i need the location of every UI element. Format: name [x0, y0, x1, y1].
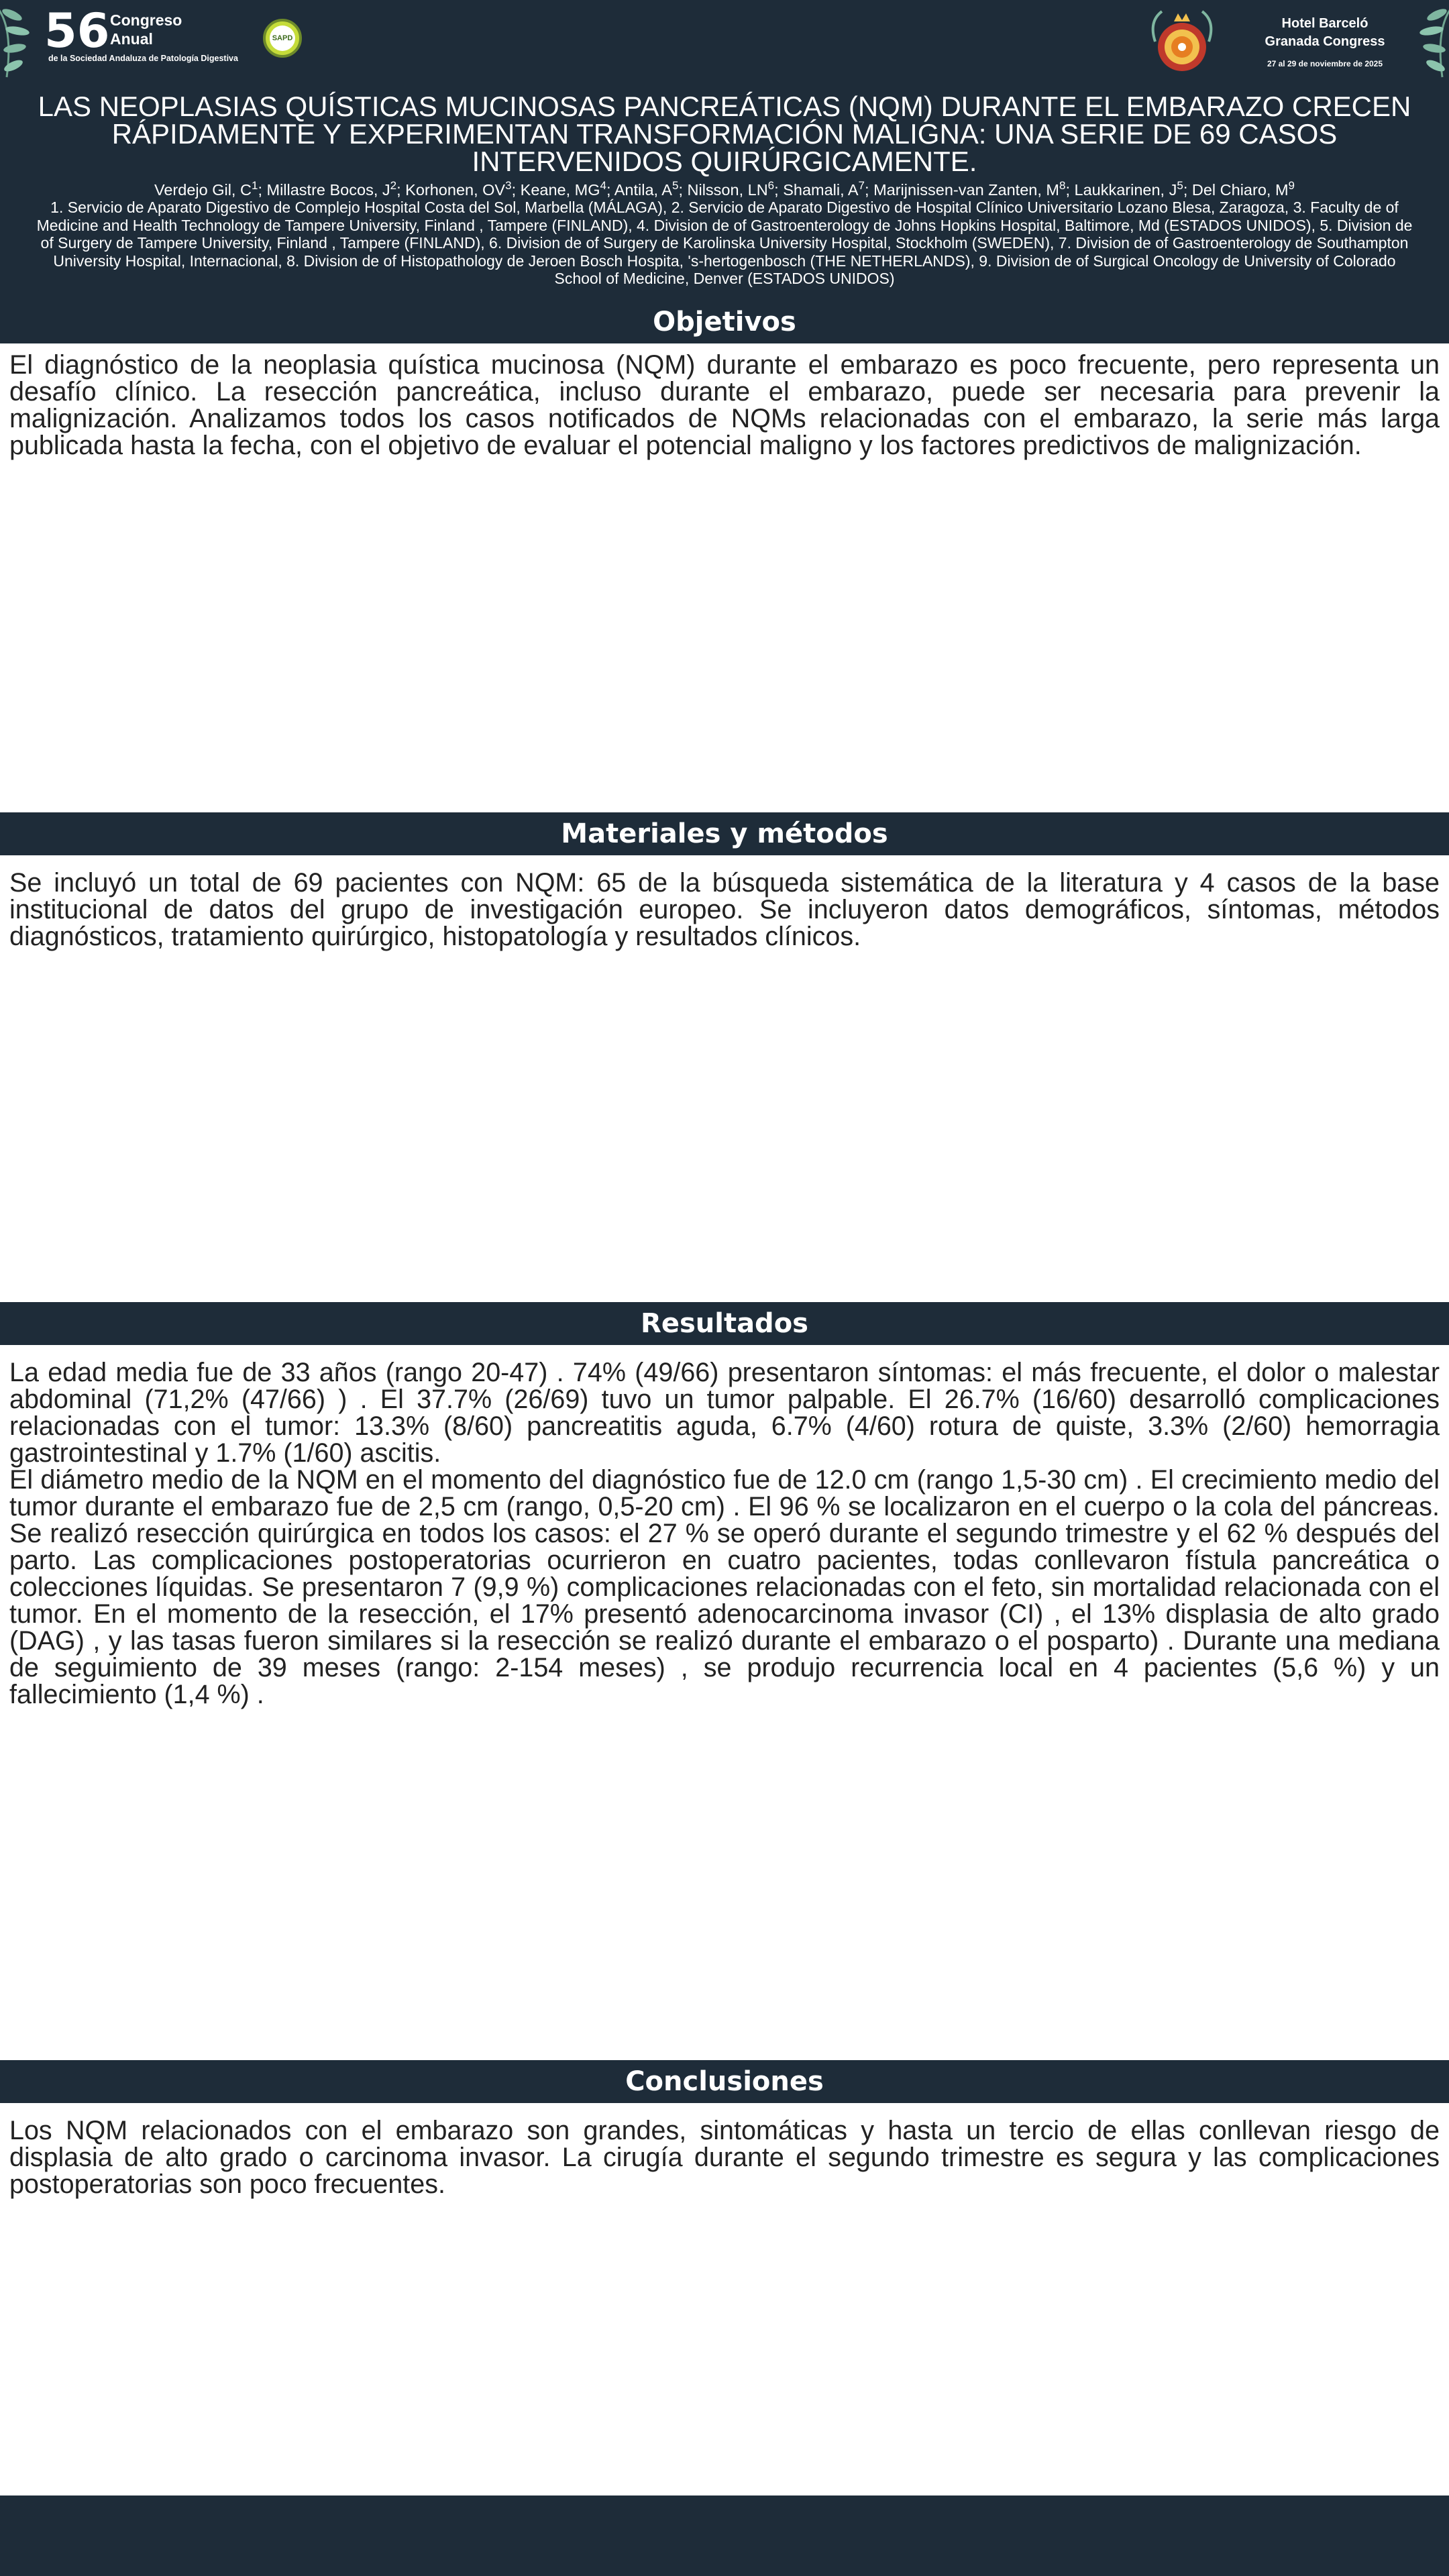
poster-footer: [0, 2496, 1449, 2576]
section-heading-materiales: Materiales y métodos: [0, 812, 1449, 855]
author-affiliation-number: 5: [1177, 179, 1183, 193]
pomegranate-emblem-icon: [1142, 1, 1222, 82]
author-affiliation-number: 1: [251, 179, 258, 193]
leaf-branch-icon: [0, 0, 40, 80]
section-body-materiales: [9, 869, 1440, 950]
author-affiliation-number: 3: [505, 179, 512, 193]
author-name: Laukkarinen, J: [1074, 181, 1177, 199]
section-body-resultados: [9, 1359, 1440, 1708]
poster-header: [0, 0, 1449, 301]
author-name: Nilsson, LN: [687, 181, 768, 199]
venue-block: [1254, 15, 1395, 68]
author-name: Millastre Bocos, J: [266, 181, 390, 199]
affiliations: 1. Servicio de Aparato Digestivo de Complejo Hospital Costa del Sol, Marbella (MÁLAGA), 2. Servicio de Aparato Digestivo de Hospital Clínico Universitario Lozano Blesa, Zaragoza, 3. Faculty de of Medicine and Health Technology de Tampere University, Finland , Tampere (FINLAND), 4. Division de of Gastroenterology de Johns Hopkins Hospital, Baltimore, Md (ESTADOS UNIDOS), 5. Division de of Surgery de Tampere University, Finland , Tampere (FINLAND), 6. Division de of Surgery de Karolinska University Hospital, Stockholm (SWEDEN), 7. Division de of Gastroenterology de Southampton University Hospital, Internacional, 8. Division de of Histopathology de Jeroen Bosch Hospita, 's-hertogenbosch (THE NETHERLANDS), 9. Division de of Surgical Oncology de University of Colorado School of Medicine, Denver (ESTADOS UNIDOS): [36, 199, 1413, 287]
congress-word-line2: Anual: [110, 30, 153, 48]
venue-dates: 27 al 29 de noviembre de 2025: [1267, 59, 1383, 68]
poster-title: LAS NEOPLASIAS QUÍSTICAS MUCINOSAS PANCREÁTICAS (NQM) DURANTE EL EMBARAZO CRECEN RÁPIDAMENTE Y EXPERIMENTAN TRANSFORMACIÓN MALIGNA: UNA SERIE DE 69 CASOS INTERVENIDOS QUIRÚRGICAMENTE.: [38, 91, 1411, 177]
venue-name-line1: Hotel Barceló: [1281, 16, 1368, 31]
author-affiliation-number: 7: [858, 179, 865, 193]
leaf-branch-icon: [1409, 0, 1449, 80]
congress-logo: [44, 3, 293, 68]
author-affiliation-number: 6: [767, 179, 775, 193]
venue-name-line2: Granada Congress: [1265, 34, 1385, 49]
congress-subtitle: de la Sociedad Andaluza de Patología Digestiva: [48, 54, 238, 63]
author-name: Shamali, A: [783, 181, 859, 199]
author-list: Verdejo Gil, $C^1$; Millastre Bocos, $J^2$; Korhonen, $OV^3$; Keane, $MG^4$; Antila, $A^5$; Nilsson, $LN^6$; Shamali, $A^7$; Marijnissen-van Zanten, $M^8$; Laukkarinen, $J^5$; Del Chiaro, $M^9$: [154, 179, 1295, 199]
author-name: Korhonen, OV: [405, 181, 506, 199]
author-name: Antila, A: [614, 181, 672, 199]
paragraph: El diámetro medio de la NQM en el momento del diagnóstico fue de 12.0 cm (rango 1,5-30 cm) . El crecimiento medio del tumor durante el embarazo fue de 2,5 cm (rango, 0,5-20 cm) . El 96 % se localizaron en el cuerpo o la cola del páncreas. Se realizó resección quirúrgica en todos los casos: el 27 % se operó durante el segundo trimestre y el 62 % después del parto. Las complicaciones postoperatorias ocurrieron en cuatro pacientes, todas conllevaron fístula pancreática o colecciones líquidas. Se presentaron 7 (9,9 %) complicaciones relacionadas con el feto, sin mortalidad relacionada con el tumor. En el momento de la resección, el 17% presentó adenocarcinoma invasor (CI) , el 13% displasia de alto grado (DAG) , y las tasas fueron similares si la resección se realizó durante el embarazo o el posparto) . Durante una mediana de seguimiento de 39 meses (rango: 2-154 meses) , se produjo recurrencia local en 4 pacientes (5,6 %) y un fallecimiento (1,4 %) .: [9, 1465, 1440, 1709]
paragraph: La edad media fue de 33 años (rango 20-47) . 74% (49/66) presentaron síntomas: el más frecuente, el dolor o malestar abdominal (71,2% (47/66) ) . El 37.7% (26/69) tuvo un tumor palpable. El 26.7% (16/60) desarrolló complicaciones relacionadas con el tumor: 13.3% (8/60) pancreatitis aguda, 6.7% (4/60) rotura de quiste, 3.3% (2/60) hemorragia gastrointestinal y 1.7% (1/60) ascitis.: [9, 1358, 1440, 1468]
author-affiliation-number: 9: [1288, 179, 1295, 193]
paragraph: Los NQM relacionados con el embarazo son grandes, sintomáticas y hasta un tercio de ellas conllevan riesgo de displasia de alto grado o carcinoma invasor. La cirugía durante el segundo trimestre es segura y las complicaciones postoperatorias son poco frecuentes.: [9, 2116, 1440, 2199]
paragraph: El diagnóstico de la neoplasia quística mucinosa (NQM) durante el embarazo es poco frecuente, pero representa un desafío clínico. La resección pancreática, incluso durante el embarazo, puede ser necesaria para prevenir la malignización. Analizamos todos los casos notificados de NQMs relacionadas con el embarazo, la serie más larga publicada hasta la fecha, con el objetivo de evaluar el potencial maligno y los factores predictivos de malignización.: [9, 350, 1440, 460]
venue-name: [1254, 15, 1395, 51]
congress-number: 56: [44, 3, 110, 58]
author-name: Verdejo Gil, C: [154, 181, 252, 199]
section-body-objetivos: [9, 352, 1440, 459]
author-name: Keane, MG: [520, 181, 600, 199]
sapd-badge-icon: [263, 19, 302, 58]
author-name: Marijnissen-van Zanten, M: [873, 181, 1059, 199]
section-heading-resultados: Resultados: [0, 1302, 1449, 1345]
author-affiliation-number: 5: [672, 179, 679, 193]
sapd-badge-text: SAPD: [270, 25, 295, 51]
section-heading-objetivos: Objetivos: [0, 301, 1449, 343]
section-body-conclusiones: [9, 2117, 1440, 2198]
author-affiliation-number: 4: [600, 179, 606, 193]
section-heading-conclusiones: Conclusiones: [0, 2060, 1449, 2103]
paragraph: Se incluyó un total de 69 pacientes con NQM: 65 de la búsqueda sistemática de la literatura y 4 casos de la base institucional de datos del grupo de investigación europeo. Se incluyeron datos demográficos, síntomas, métodos diagnósticos, tratamiento quirúrgico, histopatología y resultados clínicos.: [9, 868, 1440, 951]
congress-word: [110, 11, 182, 48]
author-affiliation-number: 2: [390, 179, 397, 193]
author-affiliation-number: 8: [1059, 179, 1066, 193]
congress-word-line1: Congreso: [110, 11, 182, 29]
author-name: Del Chiaro, M: [1191, 181, 1289, 199]
